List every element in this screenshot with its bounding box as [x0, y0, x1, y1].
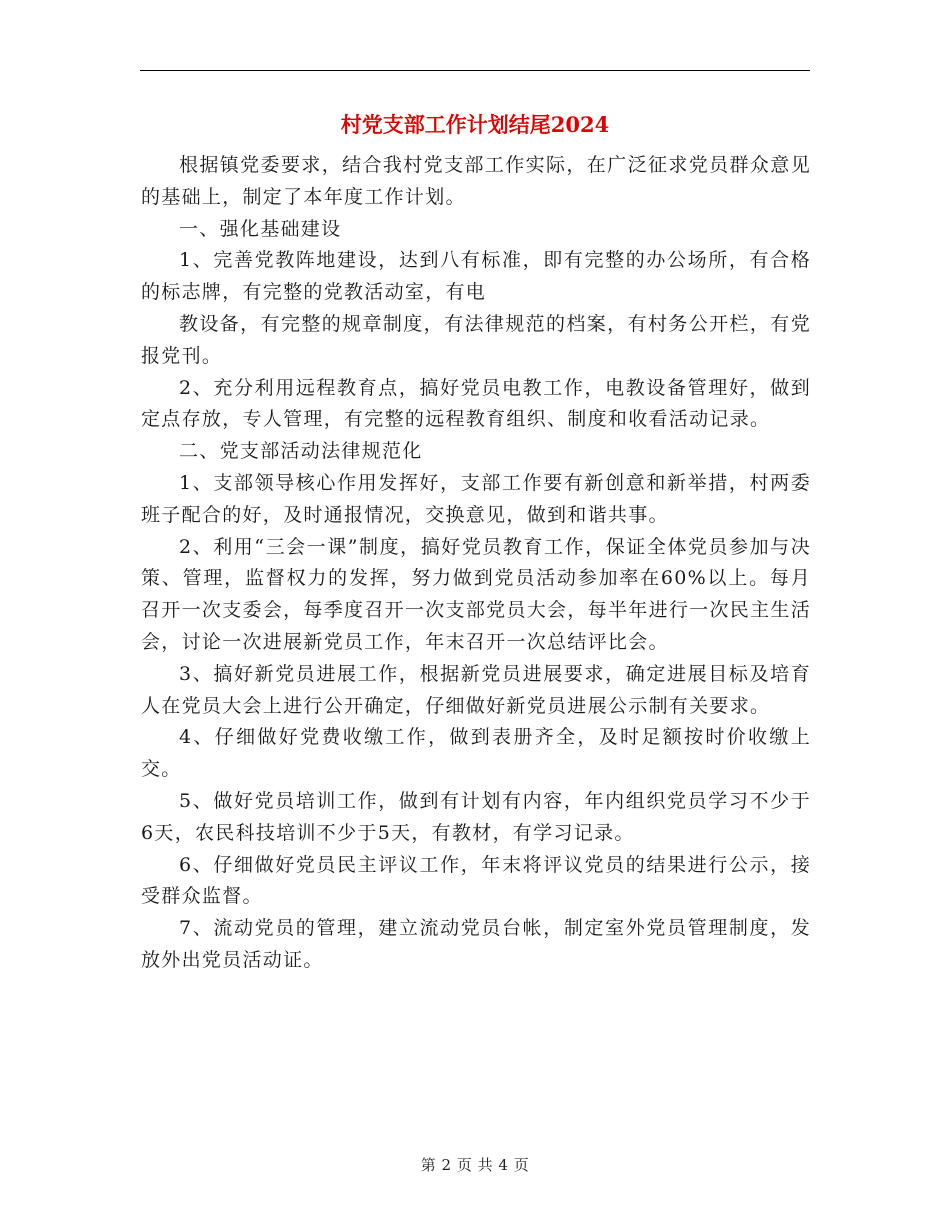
page-number: 第 2 页 共 4 页 [420, 1156, 530, 1174]
paragraph-2-7: 7、流动党员的管理，建立流动党员台帐，制定室外党员管理制度，发放外出党员活动证。 [141, 917, 811, 971]
section-heading-2: 二、党支部活动法律规范化 [179, 440, 423, 463]
paragraph-2-6: 6、仔细做好党员民主评议工作，年末将评议党员的结果进行公示，接受群众监督。 [141, 853, 811, 908]
document-body [141, 150, 811, 977]
section-heading-1: 一、强化基础建设 [179, 217, 342, 240]
paragraph-1-1: 1、完善党教阵地建设，达到八有标准，即有完整的办公场所，有合格的标志牌，有完整的党教活动室，有电 [141, 249, 811, 304]
paragraph-intro: 根据镇党委要求，结合我村党支部工作实际，在广泛征求党员群众意见的基础上，制定了本年度工作计划。 [141, 154, 811, 208]
paragraph-2-5: 5、做好党员培训工作，做到有计划有内容，年内组织党员学习不少于6天，农民科技培训不少于5天，有教材，有学习记录。 [141, 789, 811, 844]
document-title: 村党支部工作计划结尾2024 [340, 112, 610, 137]
paragraph-2-4: 4、仔细做好党费收缴工作，做到表册齐全，及时足额按时价收缴上交。 [141, 726, 811, 781]
paragraph-1-1-continued: 教设备，有完整的规章制度，有法律规范的档案，有村务公开栏，有党报党刊。 [141, 312, 811, 367]
paragraph-2-1: 1、支部领导核心作用发挥好，支部工作要有新创意和新举措，村两委班子配合的好，及时通报情况，交换意见，做到和谐共事。 [141, 471, 811, 526]
paragraph-2-2: 2、利用“三会一课”制度，搞好党员教育工作，保证全体党员参加与决策、管理，监督权力的发挥，努力做到党员活动参加率在60%以上。每月召开一次支委会，每季度召开一次支部党员大会，每半年进行一次民主生活会，讨论一次进展新党员工作，年末召开一次总结评比会。 [141, 535, 811, 653]
header-rule [140, 70, 810, 71]
paragraph-1-2: 2、充分利用远程教育点，搞好党员电教工作，电教设备管理好，做到定点存放，专人管理，有完整的远程教育组织、制度和收看活动记录。 [141, 376, 811, 431]
paragraph-2-3: 3、搞好新党员进展工作，根据新党员进展要求，确定进展目标及培育人在党员大会上进行公开确定，仔细做好新党员进展公示制有关要求。 [141, 662, 811, 717]
